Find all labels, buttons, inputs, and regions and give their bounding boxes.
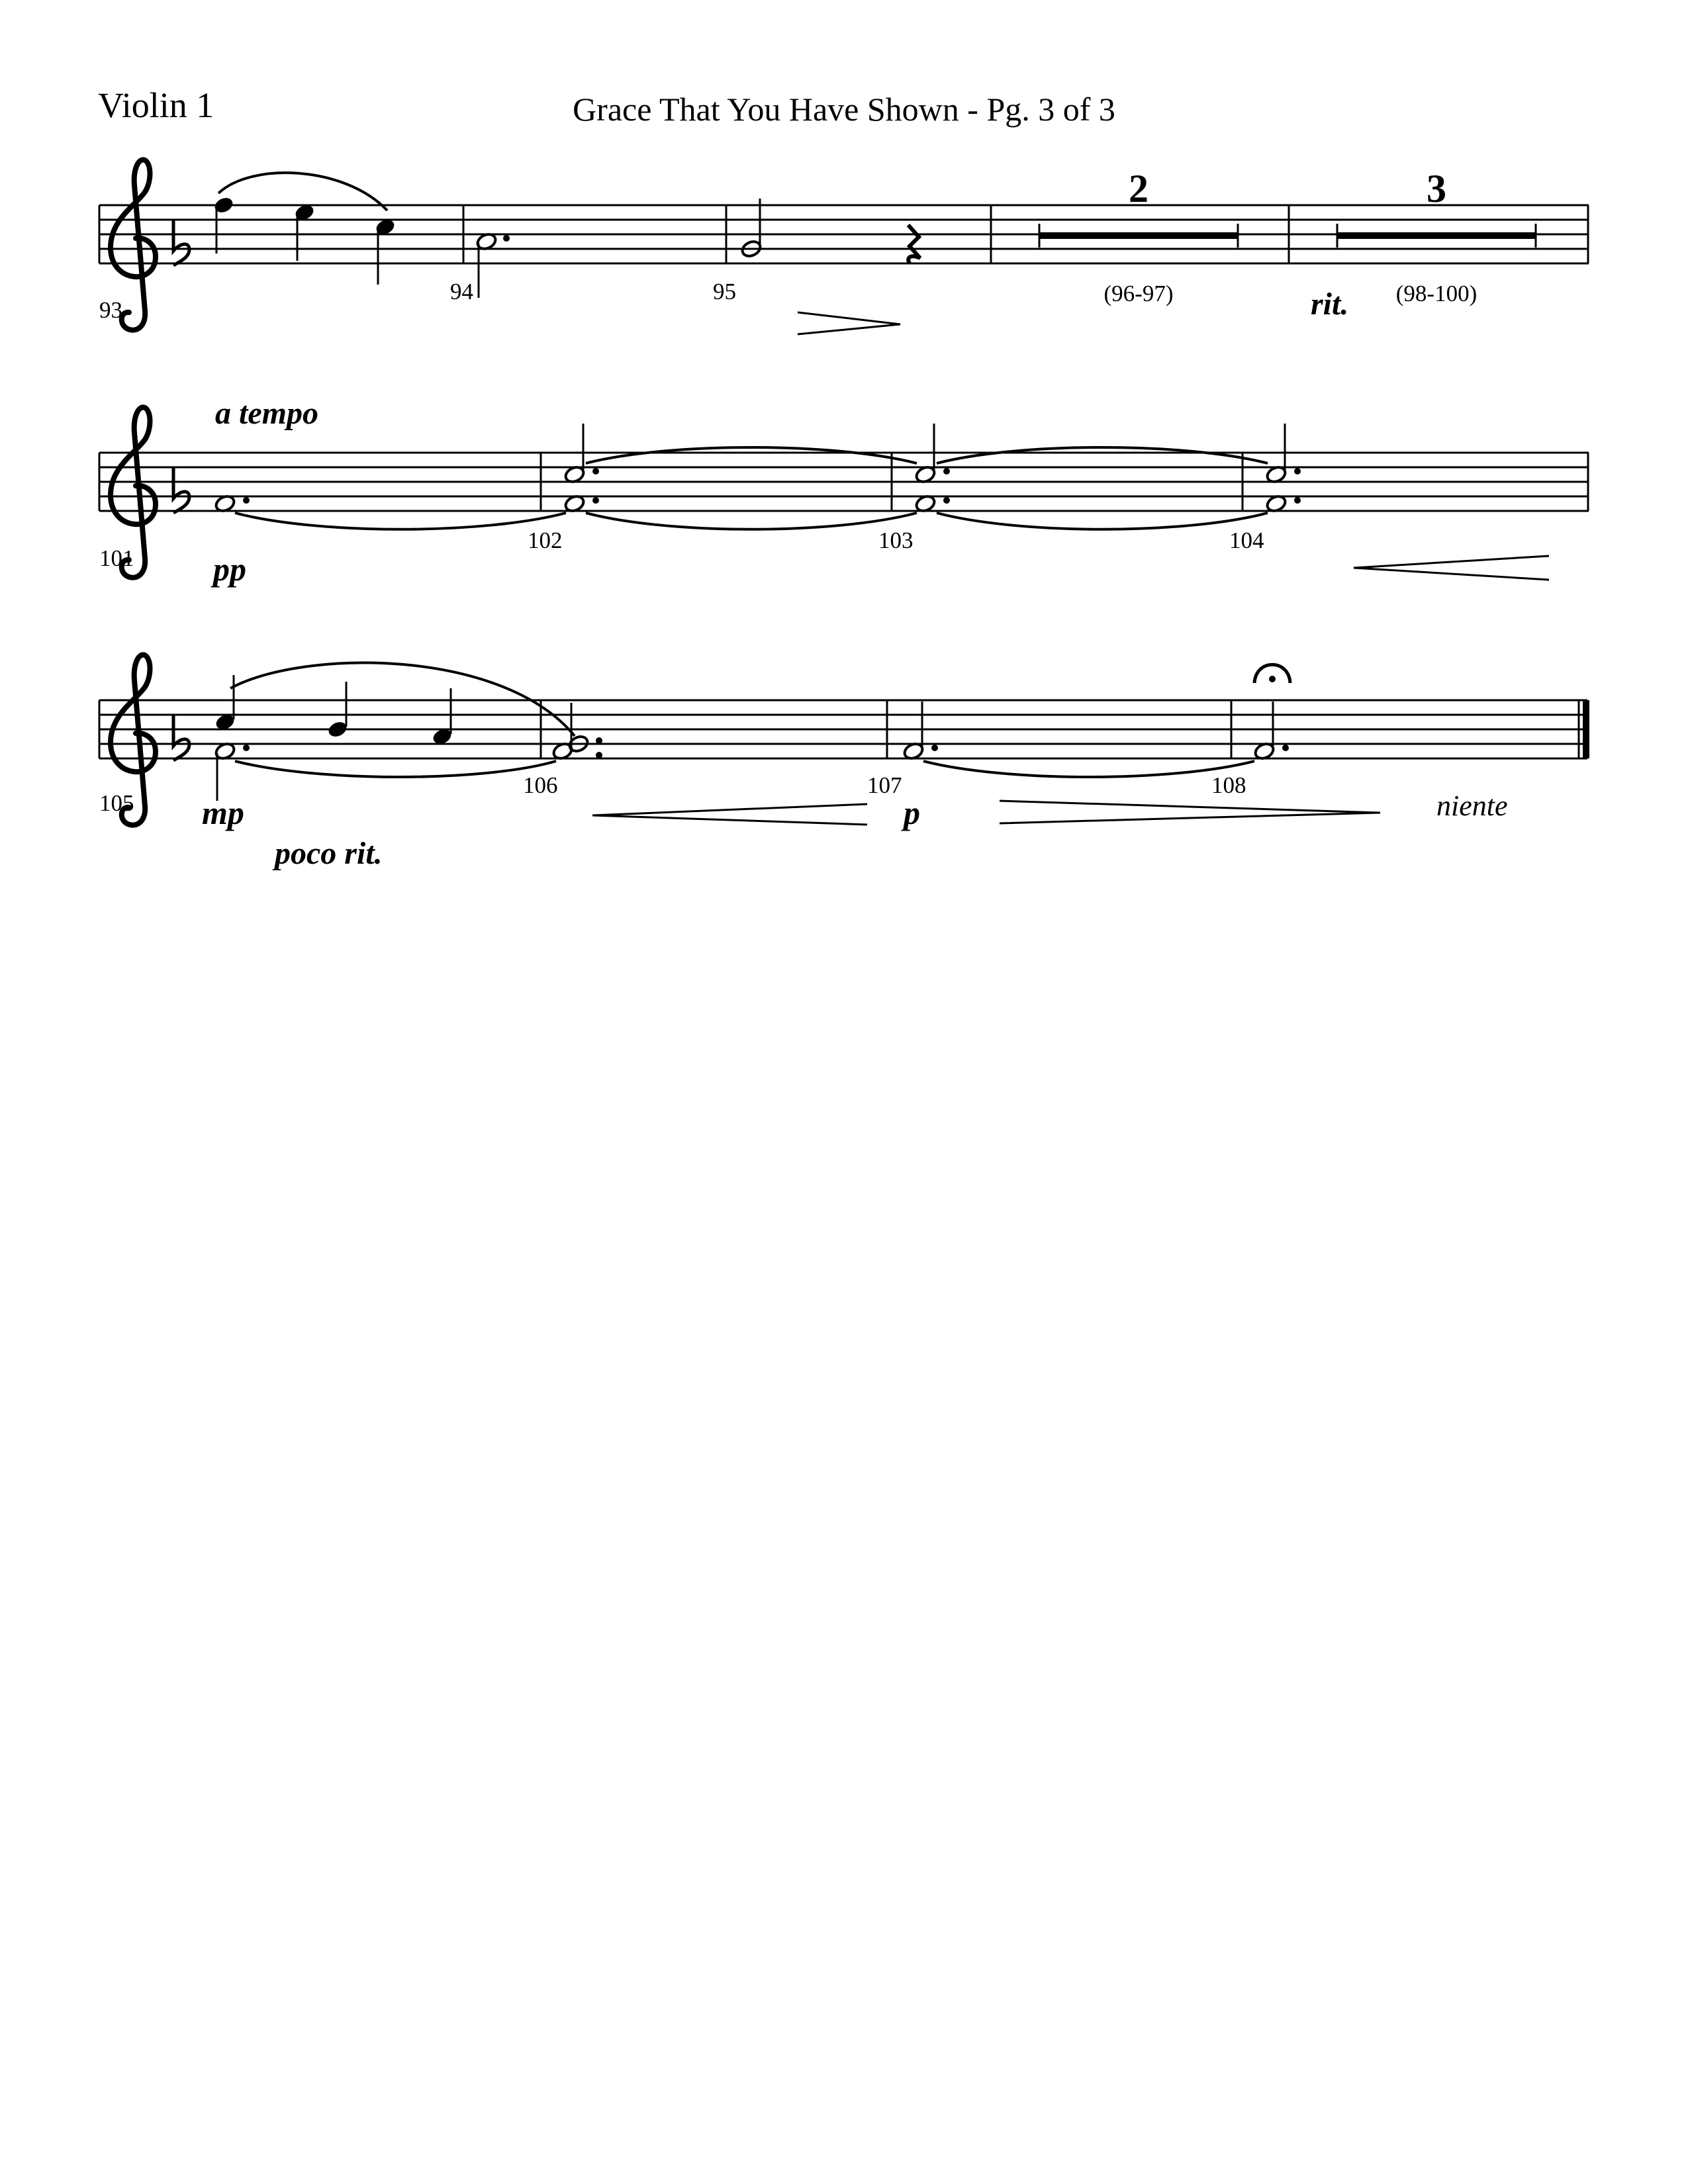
crescendo-hairpin bbox=[1354, 556, 1549, 580]
measure-number: 105 bbox=[99, 790, 134, 816]
measure-number: 108 bbox=[1211, 772, 1246, 798]
niente-marking: niente bbox=[1436, 790, 1508, 822]
notes-m103 bbox=[914, 424, 950, 514]
ties bbox=[230, 662, 1254, 777]
notes-m95 bbox=[740, 199, 920, 263]
measure-number: 93 bbox=[99, 297, 122, 323]
decrescendo-hairpin bbox=[798, 312, 900, 334]
notes-m104 bbox=[1265, 424, 1301, 514]
notes-m93 bbox=[212, 173, 397, 285]
multirest-bar bbox=[1039, 232, 1238, 239]
staff-system-2 bbox=[99, 396, 1589, 588]
final-barline bbox=[1583, 700, 1589, 758]
notes-m105 bbox=[214, 675, 453, 801]
notes-m94 bbox=[475, 232, 510, 298]
dynamic-mp: mp bbox=[202, 794, 244, 831]
dynamic-pp: pp bbox=[213, 551, 246, 588]
notes-m106 bbox=[551, 703, 602, 761]
rit-marking: rit. bbox=[1311, 287, 1349, 322]
page-title: Grace That You Have Shown - Pg. 3 of 3 bbox=[573, 91, 1115, 128]
fermata-icon bbox=[1254, 664, 1290, 683]
ties bbox=[235, 447, 1268, 529]
multirest-bar bbox=[1337, 232, 1536, 239]
dynamic-p: p bbox=[904, 794, 920, 831]
measure-number: 104 bbox=[1229, 527, 1264, 553]
measure-number: 103 bbox=[878, 527, 914, 553]
measure-number: 107 bbox=[867, 772, 902, 798]
multirest-range: (98-100) bbox=[1395, 281, 1477, 306]
flat-icon bbox=[173, 714, 189, 760]
part-name: Violin 1 bbox=[98, 85, 214, 125]
measure-number: 102 bbox=[528, 527, 563, 553]
measure-number: 94 bbox=[450, 279, 473, 304]
flat-icon bbox=[173, 219, 189, 265]
staff-system-3 bbox=[99, 655, 1589, 871]
staff-system-1 bbox=[99, 159, 1589, 334]
measure-number: 95 bbox=[713, 279, 736, 304]
measure-number: 101 bbox=[99, 545, 134, 571]
poco-rit-marking: poco rit. bbox=[275, 836, 383, 871]
notes-m107 bbox=[902, 702, 938, 761]
flat-icon bbox=[173, 467, 189, 513]
notes-m102 bbox=[563, 424, 599, 514]
decrescendo-hairpin bbox=[592, 804, 867, 825]
multirest-count: 2 bbox=[1129, 167, 1149, 210]
measure-number: 106 bbox=[523, 772, 558, 798]
notes-m108 bbox=[1253, 702, 1289, 761]
decrescendo-hairpin bbox=[1000, 801, 1380, 823]
tempo-marking: a tempo bbox=[215, 396, 318, 431]
multirest-count: 3 bbox=[1427, 167, 1446, 210]
multirest-range: (96-97) bbox=[1103, 281, 1174, 306]
